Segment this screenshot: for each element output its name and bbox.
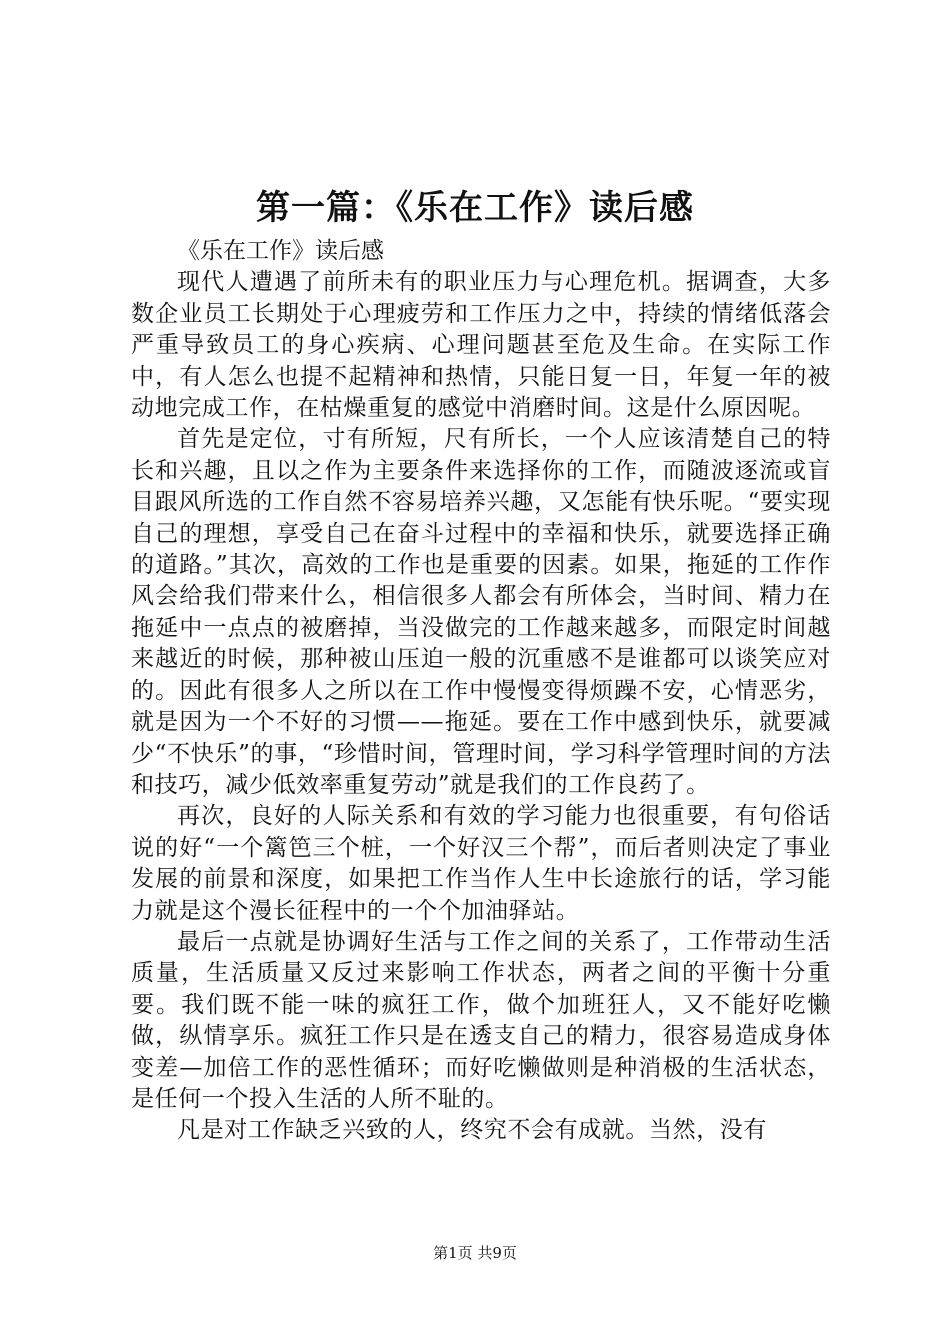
paragraph-conclusion: 凡是对工作缺乏兴致的人，终究不会有成就。当然，没有	[177, 1117, 767, 1144]
paragraph-intro: 现代人遭遇了前所未有的职业压力与心理危机。据调查，大多数企业员工长期处于心理疲劳和工作压力之中，持续的情绪低落会严重导致员工的身心疾病、心理问题甚至危及生命。在实际工作中，有人怎么也提不起精神和热情，只能日复一日，年复一年的被动地完成工作，在枯燥重复的感觉中消磨时间。这是什么原因呢。	[131, 269, 831, 422]
paragraph-last-point: 最后一点就是协调好生活与工作之间的关系了，工作带动生活质量，生活质量又反过来影响工作状态，两者之间的平衡十分重要。我们既不能一味的疯狂工作，做个加班狂人，又不能好吃懒做，纵情享乐。疯狂工作只是在透支自己的精力，很容易造成身体变差—加倍工作的恶性循环；而好吃懒做则是种消极的生活状态，是任何一个投入生活的人所不耻的。	[131, 928, 831, 1112]
paragraph-first-point: 首先是定位，寸有所短，尺有所长，一个人应该清楚自己的特长和兴趣，且以之作为主要条件来选择你的工作，而随波逐流或盲目跟风所选的工作自然不容易培养兴趣，又怎能有快乐呢。“要实现自己的理想，享受自己在奋斗过程中的幸福和快乐，就要选择正确的道路。”其次，高效的工作也是重要的因素。如果，拖延的工作作风会给我们带来什么，相信很多人都会有所体会，当时间、精力在拖延中一点点的被磨掉，当没做完的工作越来越多，而限定时间越来越近的时候，那种被山压迫一般的沉重感不是谁都可以谈笑应对的。因此有很多人之所以在工作中慢慢变得烦躁不安，心情恶劣，就是因为一个不好的习惯——拖延。要在工作中感到快乐，就要减少“不快乐”的事，“珍惜时间，管理时间，学习科学管理时间的方法和技巧，减少低效率重复劳动”就是我们的工作良药了。	[131, 426, 831, 798]
document-body	[131, 236, 831, 1147]
page-number: 第1页	[433, 1244, 473, 1262]
paragraph-second-point: 再次，良好的人际关系和有效的学习能力也很重要，有句俗话说的好“一个篱笆三个桩，一个好汉三个帮”，而后者则决定了事业发展的前景和深度，如果把工作当作人生中长途旅行的话，学习能力就是这个漫长征程中的一个个加油驿站。	[131, 803, 831, 924]
paragraph-subheading: 《乐在工作》读后感	[177, 238, 384, 264]
page-footer	[0, 1243, 950, 1263]
document-title: 第一篇：《乐在工作》读后感	[256, 188, 694, 228]
page-total: 共9页	[477, 1244, 517, 1262]
